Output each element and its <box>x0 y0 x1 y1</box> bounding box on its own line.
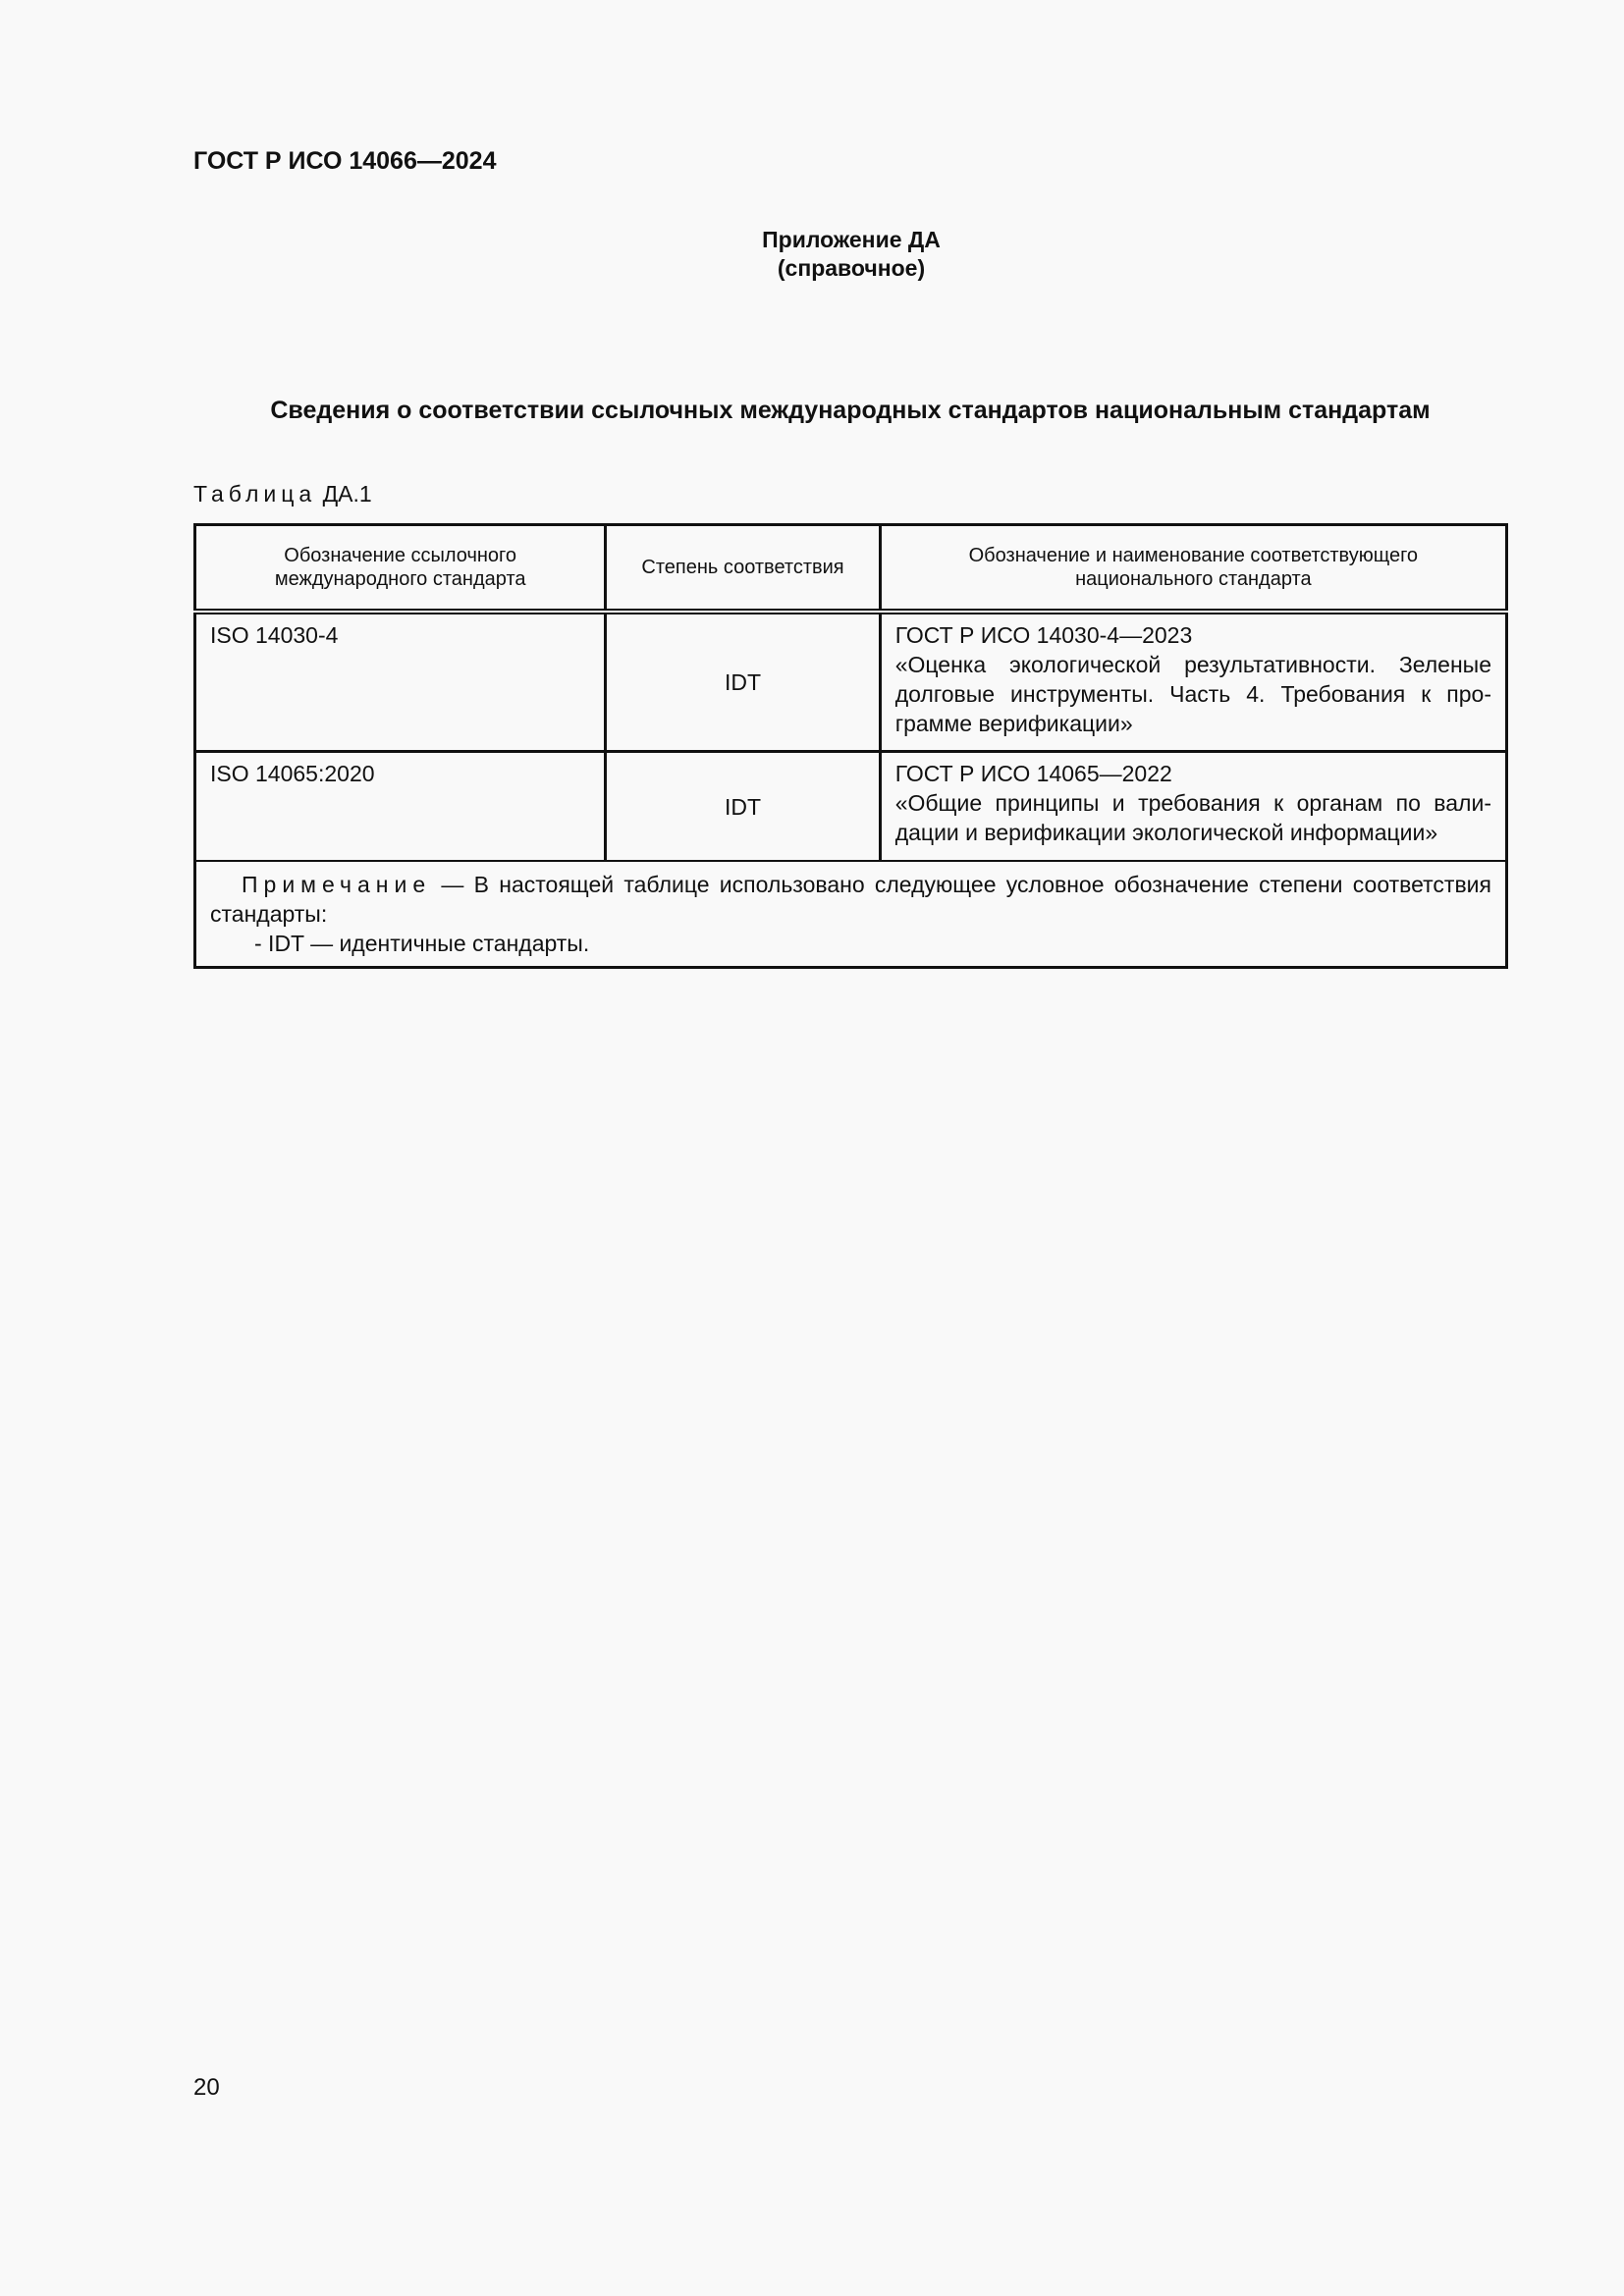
note-text: — В настоящей таблице использовано следующее условное обозначение степени соответствия стандарты: <box>210 872 1491 927</box>
column-header-national: Обозначение и наименование соответствующего национального стандарта <box>880 525 1506 613</box>
note-list-item: - IDT — идентичные стандарты. <box>254 931 590 956</box>
reference-standards-table <box>193 523 1508 969</box>
table-caption-id: ДА.1 <box>322 481 372 507</box>
national-standard-title: «Оценка экологической результативности. Зеленые долговые инструменты. Часть 4. Требования к программе верификации» <box>894 652 1491 736</box>
note-paragraph <box>210 870 1491 929</box>
table-note <box>195 861 1507 968</box>
table-caption <box>193 481 372 507</box>
international-standard-cell: ISO 14030-4 <box>195 612 606 752</box>
table-caption-label: Таблица <box>193 481 317 507</box>
annex-subtitle: (справочное) <box>777 255 926 281</box>
national-standard-code: ГОСТ Р ИСО 14065—2022 <box>894 761 1172 786</box>
degree-cell: IDT <box>606 752 880 862</box>
national-standard-code: ГОСТ Р ИСО 14030-4—2023 <box>894 622 1193 648</box>
note-label: Примечание <box>242 872 432 897</box>
page-number: 20 <box>193 2074 220 2101</box>
table-header-row <box>195 525 1507 613</box>
table-row <box>195 612 1507 752</box>
document-code: ГОСТ Р ИСО 14066—2024 <box>193 147 497 175</box>
degree-cell: IDT <box>606 612 880 752</box>
column-header-international: Обозначение ссылочного международного стандарта <box>195 525 606 613</box>
national-standard-title: «Общие принципы и требования к органам по валидации и верификации экологической информации» <box>894 790 1491 845</box>
table-row <box>195 752 1507 862</box>
section-title: Сведения о соответствии ссылочных международных стандартов национальным стандартам <box>270 397 1431 424</box>
national-standard-cell <box>880 752 1506 862</box>
national-standard-cell <box>880 612 1506 752</box>
column-header-degree: Степень соответствия <box>606 525 880 613</box>
annex-title: Приложение ДА <box>762 227 941 252</box>
table-note-row <box>195 861 1507 968</box>
annex-heading <box>0 226 1624 283</box>
international-standard-cell: ISO 14065:2020 <box>195 752 606 862</box>
